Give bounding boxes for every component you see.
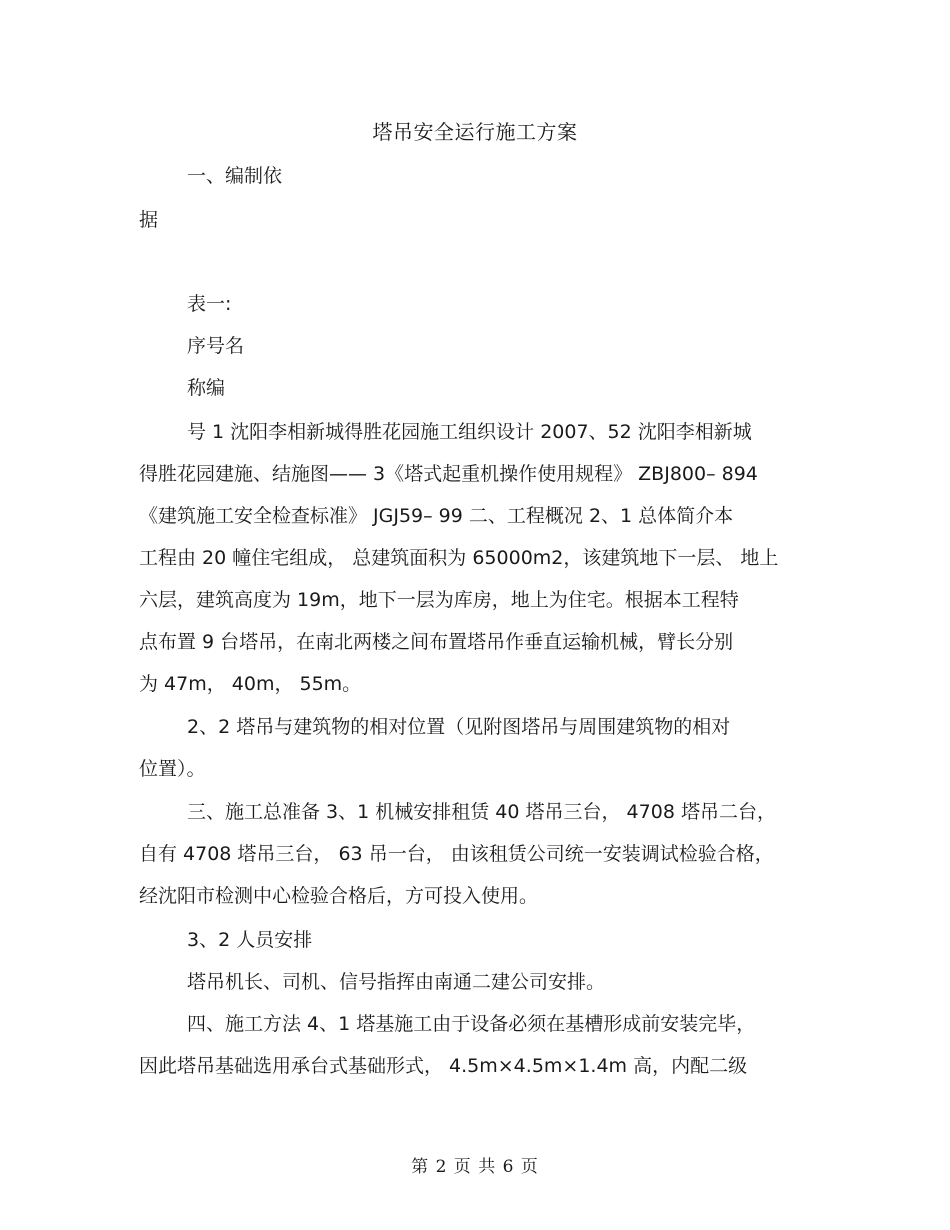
paragraph-line: 塔吊机长、司机、信号指挥由南通二建公司安排。 [187,971,606,993]
paragraph-line: 序号名 [187,335,245,357]
paragraph-line: 得胜花园建施、结施图—— 3《塔式起重机操作使用规程》 ZBJ800– 894 [139,463,758,485]
paragraph-line: 《建筑施工安全检查标准》 JGJ59– 99 二、工程概况 2、1 总体简介本 [139,505,734,527]
paragraph-line: 因此塔吊基础选用承台式基础形式， 4.5m×4.5m×1.4m 高，内配二级 [139,1055,748,1077]
paragraph-line: 六层，建筑高度为 19m，地下一层为库房，地上为住宅。根据本工程特 [139,589,739,611]
paragraph-line: 经沈阳市检测中心检验合格后，方可投入使用。 [139,885,539,907]
page-footer: 第 2 页 共 6 页 [411,1157,539,1177]
paragraph-line: 号 1 沈阳李相新城得胜花园施工组织设计 2007、52 沈阳李相新城 [187,421,752,443]
paragraph-line: 三、施工总准备 3、1 机械安排租赁 40 塔吊三台， 4708 塔吊二台， [187,801,776,823]
paragraph-line: 工程由 20 幢住宅组成， 总建筑面积为 65000m2，该建筑地下一层、 地上 [139,547,779,569]
table-label: 表一: [187,293,232,315]
page-title: 塔吊安全运行施工方案 [372,120,578,144]
paragraph-line: 自有 4708 塔吊三台， 63 吊一台， 由该租赁公司统一安装调试检验合格， [139,843,774,865]
subsection-heading: 3、2 人员安排 [187,929,313,951]
paragraph-line: 位置）。 [139,758,206,780]
section-heading: 一、编制依 [187,165,283,187]
paragraph-line: 2、2 塔吊与建筑物的相对位置（见附图塔吊与周围建筑物的相对 [187,716,731,738]
paragraph-line: 据 [139,209,159,231]
paragraph-line: 四、施工方法 4、1 塔基施工由于设备必须在基槽形成前安装完毕， [187,1013,756,1035]
paragraph-line: 为 47m， 40m， 55m。 [139,673,362,695]
paragraph-line: 称编 [187,377,226,399]
paragraph-line: 点布置 9 台塔吊，在南北两楼之间布置塔吊作垂直运输机械，臂长分别 [139,631,734,653]
